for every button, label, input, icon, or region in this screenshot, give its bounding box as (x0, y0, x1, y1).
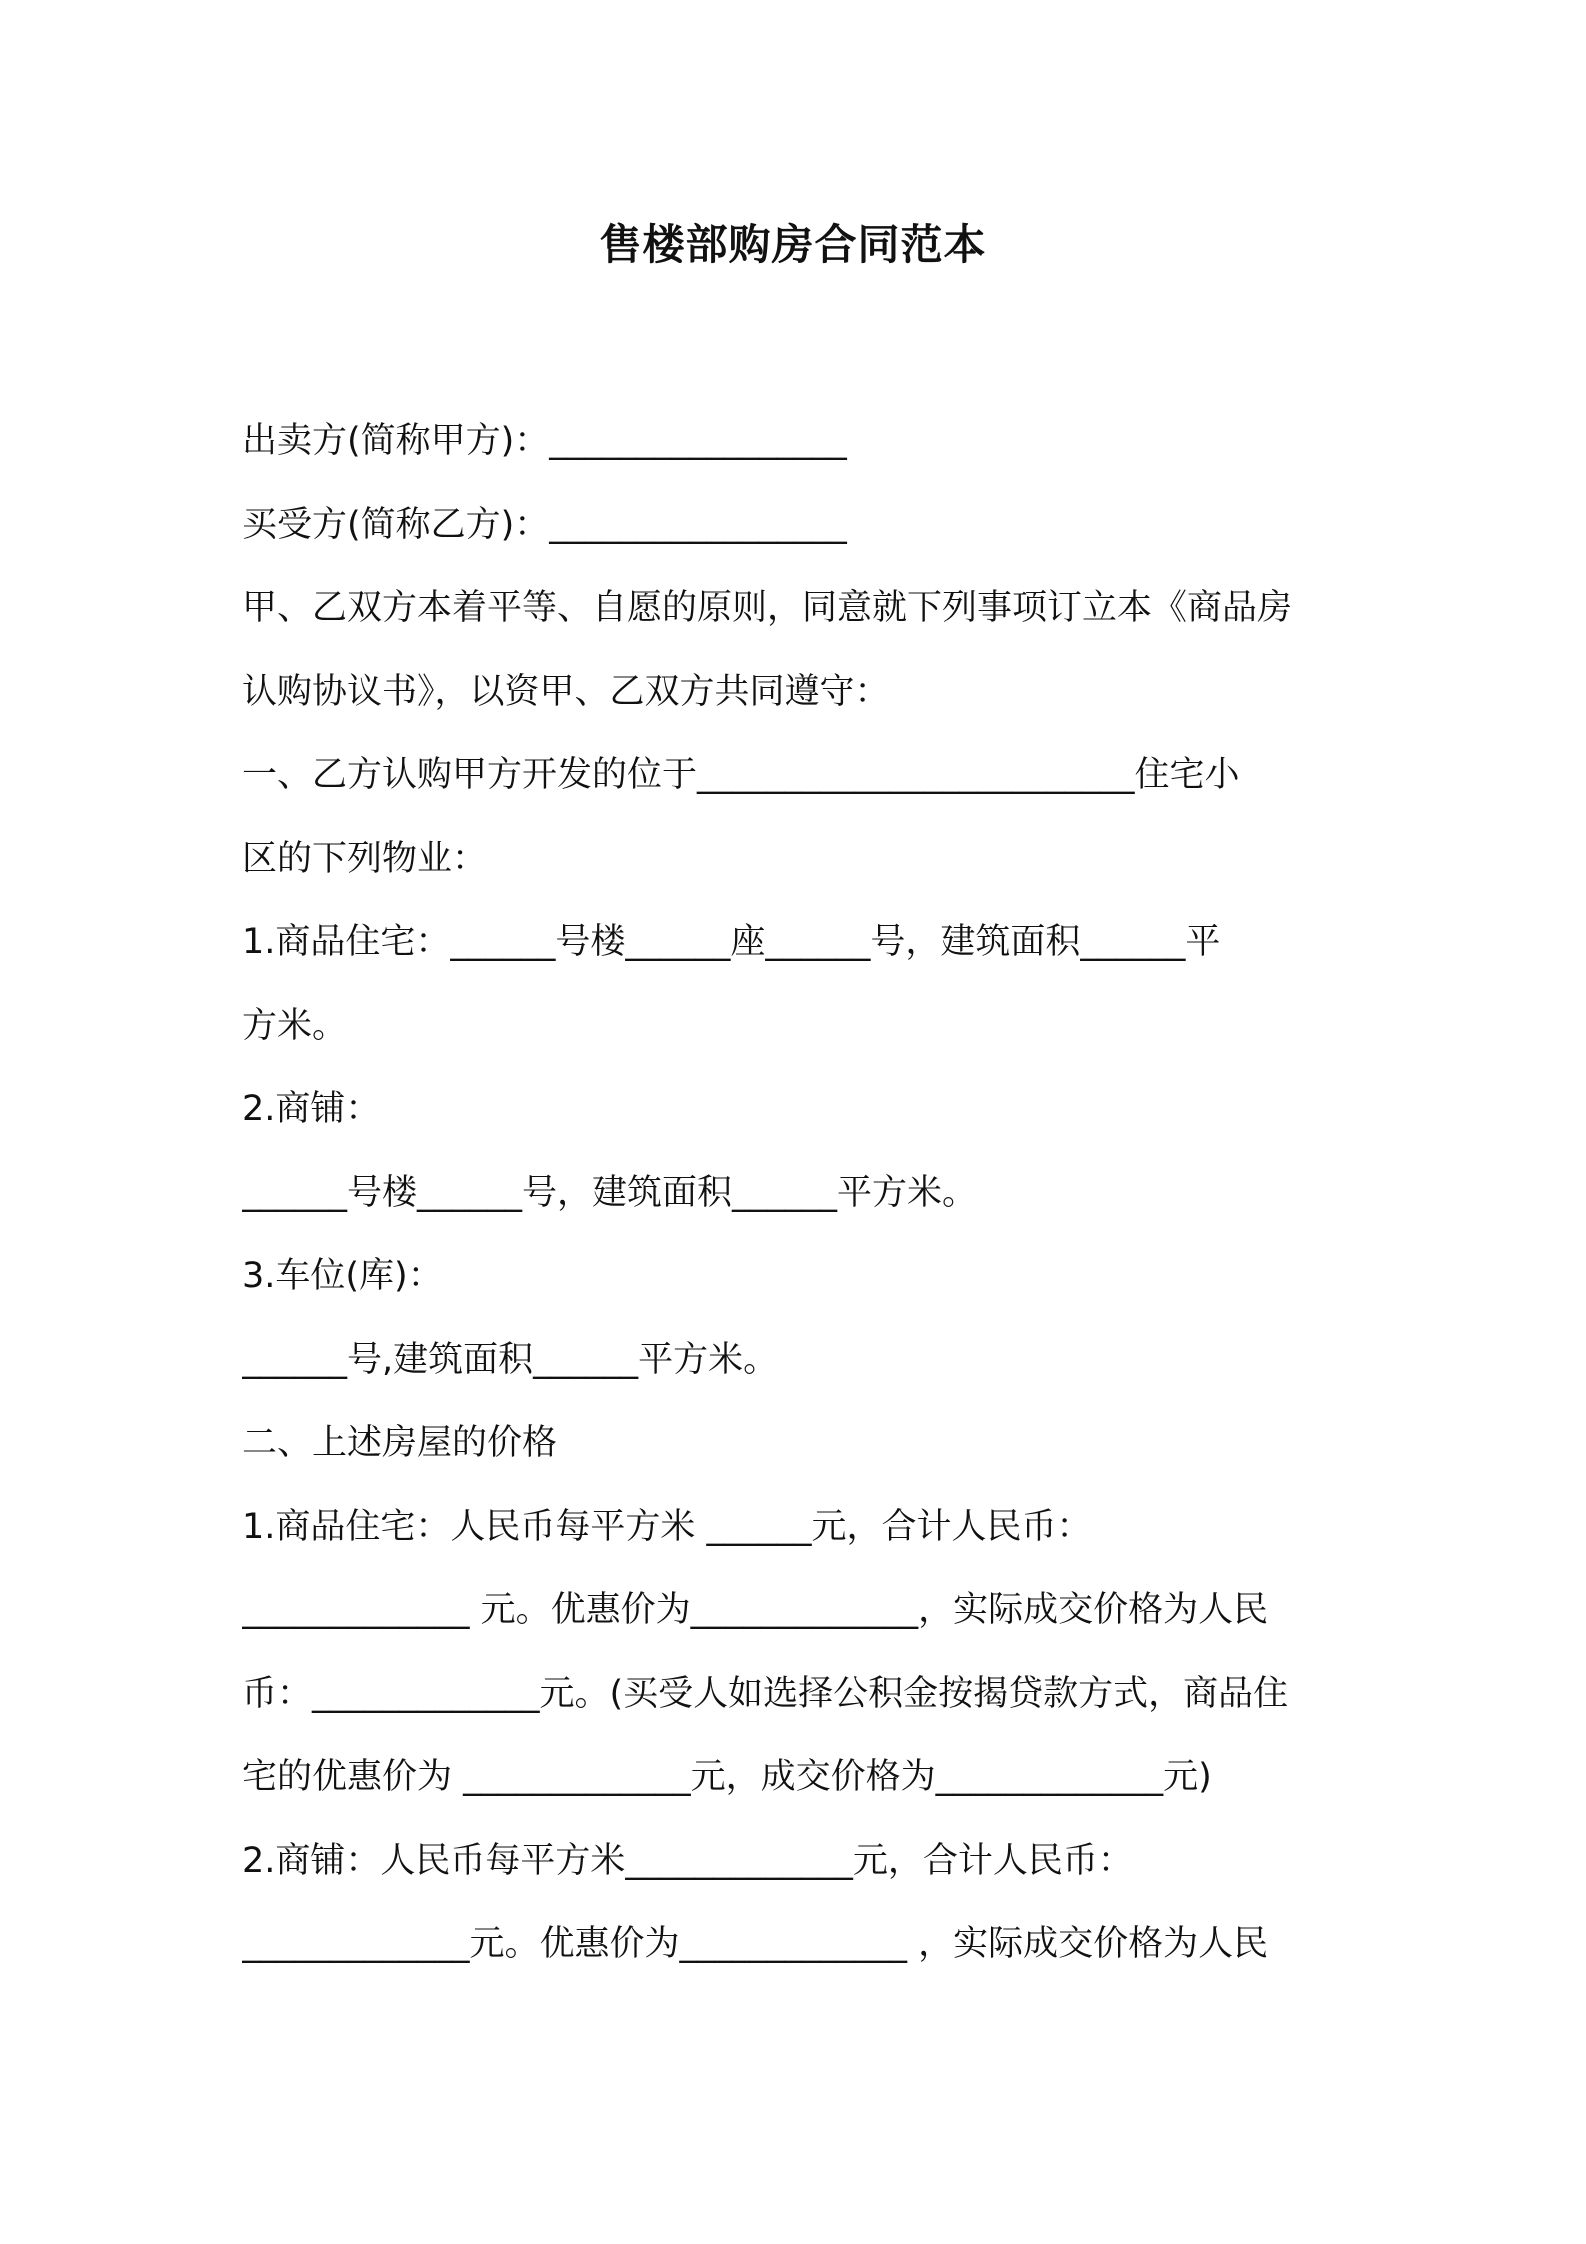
section-1-line-1: 一、乙方认购甲方开发的位于_________________________住宅小 (242, 755, 1240, 795)
shop-price-line-1: 2.商铺：人民币每平方米_____________元，合计人民币： (242, 1840, 1133, 1881)
residence-price-line-4: 宅的优惠价为 _____________元，成交价格为_____________元) (242, 1757, 1212, 1797)
shop-price-line-2: _____________元。优惠价为_____________ ，实际成交价格为人民 (242, 1924, 1269, 1964)
parking-detail: ______号,建筑面积______平方米。 (242, 1339, 779, 1380)
intro-line-2: 认购协议书》，以资甲、乙双方共同遵守： (242, 671, 890, 712)
seller-line: 出卖方(简称甲方)：_________________ (242, 421, 847, 461)
residence-price-line-2: _____________ 元。优惠价为_____________，实际成交价格为人民 (242, 1590, 1269, 1630)
parking-heading: 3.车位(库)： (242, 1256, 443, 1296)
residence-price-line-1: 1.商品住宅：人民币每平方米 ______元，合计人民币： (242, 1506, 1092, 1547)
intro-line-1: 甲、乙双方本着平等、自愿的原则，同意就下列事项订立本《商品房 (242, 588, 1293, 628)
residence-price-line-3: 币：_____________元。(买受人如选择公积金按揭贷款方式，商品住 (242, 1673, 1289, 1714)
section-1-line-2: 区的下列物业： (242, 838, 488, 879)
shop-heading: 2.商铺： (242, 1089, 381, 1129)
document-body (242, 400, 1360, 1987)
residence-line-2: 方米。 (242, 1005, 348, 1046)
document-title: 售楼部购房合同范本 (599, 220, 987, 269)
residence-line-1: 1.商品住宅：______号楼______座______号，建筑面积______平 (242, 922, 1221, 962)
shop-detail: ______号楼______号，建筑面积______平方米。 (242, 1172, 978, 1213)
section-2-heading: 二、上述房屋的价格 (242, 1423, 558, 1463)
buyer-line: 买受方(简称乙方)：_________________ (242, 504, 847, 545)
